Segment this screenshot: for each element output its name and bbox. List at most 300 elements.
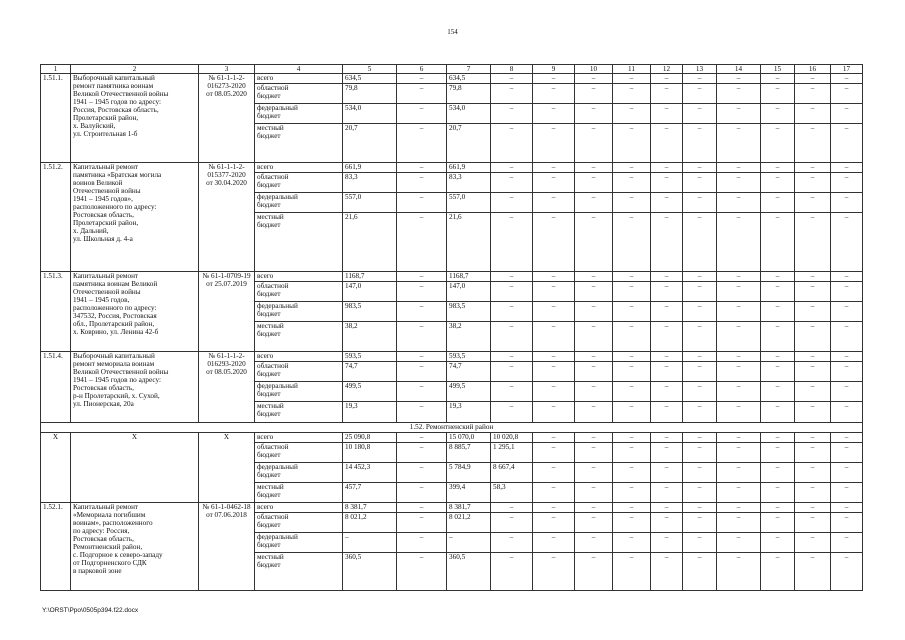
- value-col13: –: [683, 84, 717, 104]
- value-col11: –: [613, 513, 651, 533]
- value-col7: 147,0: [447, 282, 491, 302]
- value-col6: –: [397, 322, 447, 352]
- value-col12: –: [651, 352, 683, 362]
- value-col7: 19,3: [447, 402, 491, 423]
- value-col7: 74,7: [447, 362, 491, 382]
- value-col16: –: [795, 553, 831, 591]
- value-col12: –: [651, 513, 683, 533]
- value-col11: –: [613, 272, 651, 282]
- value-col6: –: [397, 352, 447, 362]
- value-col14: –: [717, 513, 761, 533]
- value-col17: –: [831, 443, 863, 463]
- budget-table: [40, 64, 863, 591]
- value-col12: –: [651, 163, 683, 173]
- table-row: [41, 433, 863, 443]
- value-col7: 83,3: [447, 173, 491, 193]
- value-col13: –: [683, 104, 717, 124]
- value-col10: –: [575, 74, 613, 84]
- total-value: 83,3: [343, 173, 397, 193]
- value-col6: –: [397, 513, 447, 533]
- value-col6: –: [397, 553, 447, 591]
- value-col14: –: [717, 104, 761, 124]
- value-col6: –: [397, 302, 447, 322]
- budget-label: всего: [255, 503, 343, 513]
- value-col11: –: [613, 193, 651, 213]
- value-col13: –: [683, 74, 717, 84]
- value-col8: 58,3: [491, 483, 533, 503]
- document-number: X: [199, 433, 255, 503]
- table-row: [41, 503, 863, 513]
- value-col15: –: [761, 463, 795, 483]
- value-col16: –: [795, 362, 831, 382]
- value-col7: 8 381,7: [447, 503, 491, 513]
- column-header: 11: [613, 65, 651, 74]
- budget-label: областной бюджет: [255, 282, 343, 302]
- budget-table-wrapper: [40, 64, 862, 591]
- total-value: 457,7: [343, 483, 397, 503]
- table-row: [41, 74, 863, 84]
- column-header: 4: [255, 65, 343, 74]
- object-name: Капитальный ремонт «Мемориала погибшим воинам», расположенного по адресу: Россия, Ростовская область, Ремонтненский район, с. Подгорное к северо-западу от Подгорненского СДК в парковой зоне: [71, 503, 199, 591]
- value-col17: –: [831, 322, 863, 352]
- value-col10: –: [575, 352, 613, 362]
- value-col17: –: [831, 84, 863, 104]
- value-col8: –: [491, 213, 533, 272]
- budget-label: федеральный бюджет: [255, 104, 343, 124]
- value-col10: –: [575, 272, 613, 282]
- value-col12: –: [651, 213, 683, 272]
- column-header: 10: [575, 65, 613, 74]
- value-col16: –: [795, 402, 831, 423]
- value-col11: –: [613, 213, 651, 272]
- value-col7: 5 784,9: [447, 463, 491, 483]
- value-col12: –: [651, 104, 683, 124]
- value-col8: –: [491, 402, 533, 423]
- value-col11: –: [613, 402, 651, 423]
- value-col12: –: [651, 84, 683, 104]
- total-value: 74,7: [343, 362, 397, 382]
- total-value: 634,5: [343, 74, 397, 84]
- value-col9: –: [533, 513, 575, 533]
- value-col9: –: [533, 433, 575, 443]
- value-col15: –: [761, 302, 795, 322]
- value-col11: –: [613, 553, 651, 591]
- value-col14: –: [717, 322, 761, 352]
- budget-label: всего: [255, 163, 343, 173]
- total-value: 360,5: [343, 553, 397, 591]
- value-col9: –: [533, 193, 575, 213]
- value-col17: –: [831, 352, 863, 362]
- total-value: 557,0: [343, 193, 397, 213]
- value-col12: –: [651, 282, 683, 302]
- value-col8: –: [491, 352, 533, 362]
- total-value: 38,2: [343, 322, 397, 352]
- value-col12: –: [651, 302, 683, 322]
- value-col17: –: [831, 213, 863, 272]
- value-col12: –: [651, 193, 683, 213]
- value-col17: –: [831, 173, 863, 193]
- value-col14: –: [717, 382, 761, 402]
- total-value: 983,5: [343, 302, 397, 322]
- value-col16: –: [795, 322, 831, 352]
- value-col10: –: [575, 443, 613, 463]
- table-row: [41, 163, 863, 173]
- row-code: X: [41, 433, 71, 503]
- value-col15: –: [761, 362, 795, 382]
- value-col16: –: [795, 302, 831, 322]
- value-col17: –: [831, 272, 863, 282]
- value-col11: –: [613, 362, 651, 382]
- value-col16: –: [795, 483, 831, 503]
- column-header: 12: [651, 65, 683, 74]
- value-col13: –: [683, 513, 717, 533]
- value-col10: –: [575, 193, 613, 213]
- value-col11: –: [613, 463, 651, 483]
- value-col10: –: [575, 322, 613, 352]
- value-col16: –: [795, 193, 831, 213]
- section-title: 1.52. Ремонтненский район: [41, 423, 863, 433]
- value-col9: –: [533, 282, 575, 302]
- column-header: 5: [343, 65, 397, 74]
- budget-label: федеральный бюджет: [255, 533, 343, 553]
- value-col17: –: [831, 124, 863, 163]
- budget-label: всего: [255, 74, 343, 84]
- budget-label: всего: [255, 352, 343, 362]
- value-col15: –: [761, 74, 795, 84]
- value-col12: –: [651, 272, 683, 282]
- value-col7: –: [447, 533, 491, 553]
- value-col14: –: [717, 302, 761, 322]
- value-col17: –: [831, 302, 863, 322]
- value-col10: –: [575, 104, 613, 124]
- total-value: 8 021,2: [343, 513, 397, 533]
- value-col12: –: [651, 533, 683, 553]
- value-col15: –: [761, 533, 795, 553]
- value-col13: –: [683, 213, 717, 272]
- value-col16: –: [795, 282, 831, 302]
- value-col15: –: [761, 272, 795, 282]
- value-col14: –: [717, 533, 761, 553]
- value-col17: –: [831, 382, 863, 402]
- value-col16: –: [795, 533, 831, 553]
- total-value: 10 180,8: [343, 443, 397, 463]
- budget-label: областной бюджет: [255, 362, 343, 382]
- value-col17: –: [831, 463, 863, 483]
- value-col12: –: [651, 382, 683, 402]
- column-header: 7: [447, 65, 491, 74]
- value-col9: –: [533, 272, 575, 282]
- value-col8: –: [491, 104, 533, 124]
- value-col13: –: [683, 382, 717, 402]
- value-col13: –: [683, 503, 717, 513]
- value-col10: –: [575, 282, 613, 302]
- value-col13: –: [683, 463, 717, 483]
- value-col14: –: [717, 402, 761, 423]
- value-col16: –: [795, 463, 831, 483]
- value-col14: –: [717, 553, 761, 591]
- value-col15: –: [761, 213, 795, 272]
- value-col8: –: [491, 362, 533, 382]
- total-value: 14 452,3: [343, 463, 397, 483]
- value-col10: –: [575, 433, 613, 443]
- value-col8: –: [491, 124, 533, 163]
- value-col10: –: [575, 84, 613, 104]
- value-col10: –: [575, 503, 613, 513]
- value-col9: –: [533, 173, 575, 193]
- value-col10: –: [575, 533, 613, 553]
- column-header: 1: [41, 65, 71, 74]
- value-col8: 1 295,1: [491, 443, 533, 463]
- value-col17: –: [831, 193, 863, 213]
- value-col16: –: [795, 74, 831, 84]
- value-col16: –: [795, 272, 831, 282]
- value-col14: –: [717, 124, 761, 163]
- value-col17: –: [831, 483, 863, 503]
- value-col9: –: [533, 352, 575, 362]
- value-col6: –: [397, 443, 447, 463]
- value-col15: –: [761, 282, 795, 302]
- value-col8: –: [491, 302, 533, 322]
- value-col13: –: [683, 483, 717, 503]
- budget-label: федеральный бюджет: [255, 463, 343, 483]
- budget-label: федеральный бюджет: [255, 193, 343, 213]
- value-col7: 38,2: [447, 322, 491, 352]
- budget-label: федеральный бюджет: [255, 302, 343, 322]
- total-value: 534,0: [343, 104, 397, 124]
- value-col12: –: [651, 322, 683, 352]
- value-col6: –: [397, 84, 447, 104]
- column-header: 9: [533, 65, 575, 74]
- value-col10: –: [575, 402, 613, 423]
- value-col10: –: [575, 163, 613, 173]
- budget-label: областной бюджет: [255, 173, 343, 193]
- value-col17: –: [831, 104, 863, 124]
- value-col15: –: [761, 382, 795, 402]
- column-header: 15: [761, 65, 795, 74]
- value-col13: –: [683, 553, 717, 591]
- value-col7: 8 021,2: [447, 513, 491, 533]
- page-number: 154: [447, 28, 458, 36]
- file-path-footer: Y:\ORST\Ppo\0505p394.f22.docx: [42, 607, 139, 614]
- value-col15: –: [761, 193, 795, 213]
- value-col7: 21,6: [447, 213, 491, 272]
- table-row: [41, 352, 863, 362]
- budget-label: местный бюджет: [255, 124, 343, 163]
- document-number: № 61-1-1-2- 016273-2020 от 08.05.2020: [199, 74, 255, 163]
- value-col13: –: [683, 362, 717, 382]
- value-col13: –: [683, 124, 717, 163]
- total-value: 499,5: [343, 382, 397, 402]
- value-col17: –: [831, 163, 863, 173]
- value-col12: –: [651, 124, 683, 163]
- value-col13: –: [683, 402, 717, 423]
- value-col14: –: [717, 193, 761, 213]
- value-col15: –: [761, 124, 795, 163]
- value-col14: –: [717, 433, 761, 443]
- value-col9: –: [533, 382, 575, 402]
- value-col8: –: [491, 513, 533, 533]
- value-col12: –: [651, 433, 683, 443]
- value-col14: –: [717, 84, 761, 104]
- value-col11: –: [613, 104, 651, 124]
- document-number: № 61-1-0709-19 от 25.07.2019: [199, 272, 255, 352]
- value-col6: –: [397, 74, 447, 84]
- value-col7: 1168,7: [447, 272, 491, 282]
- value-col9: –: [533, 533, 575, 553]
- total-value: 25 090,8: [343, 433, 397, 443]
- column-header: 17: [831, 65, 863, 74]
- value-col10: –: [575, 513, 613, 533]
- value-col7: 634,5: [447, 74, 491, 84]
- value-col17: –: [831, 362, 863, 382]
- value-col8: –: [491, 382, 533, 402]
- value-col13: –: [683, 433, 717, 443]
- document-number: № 61-1-1-2- 015377-2020 от 30.04.2020: [199, 163, 255, 272]
- value-col12: –: [651, 362, 683, 382]
- value-col11: –: [613, 322, 651, 352]
- value-col12: –: [651, 173, 683, 193]
- value-col8: –: [491, 173, 533, 193]
- table-body: [41, 65, 863, 591]
- budget-label: областной бюджет: [255, 513, 343, 533]
- value-col14: –: [717, 163, 761, 173]
- value-col9: –: [533, 302, 575, 322]
- value-col15: –: [761, 483, 795, 503]
- value-col6: –: [397, 193, 447, 213]
- object-name: Капитальный ремонт памятника «Братская могила воинов Великой Отечественной войны 1941 – 1945 годов», расположенного по адресу: Ростовская область, Пролетарский район, х. Дальний, ул. Школьная д. 4-а: [71, 163, 199, 272]
- total-value: 661,9: [343, 163, 397, 173]
- value-col6: –: [397, 483, 447, 503]
- value-col6: –: [397, 213, 447, 272]
- value-col6: –: [397, 402, 447, 423]
- value-col11: –: [613, 124, 651, 163]
- object-name: X: [71, 433, 199, 503]
- value-col11: –: [613, 282, 651, 302]
- value-col6: –: [397, 163, 447, 173]
- total-value: 19,3: [343, 402, 397, 423]
- value-col13: –: [683, 272, 717, 282]
- document-number: № 61-1-1-2- 016293-2020 от 08.05.2020: [199, 352, 255, 423]
- value-col15: –: [761, 163, 795, 173]
- value-col10: –: [575, 213, 613, 272]
- value-col7: 499,5: [447, 382, 491, 402]
- row-code: 1.51.3.: [41, 272, 71, 352]
- value-col11: –: [613, 84, 651, 104]
- value-col6: –: [397, 272, 447, 282]
- value-col7: 360,5: [447, 553, 491, 591]
- value-col7: 593,5: [447, 352, 491, 362]
- value-col16: –: [795, 84, 831, 104]
- value-col12: –: [651, 74, 683, 84]
- value-col14: –: [717, 213, 761, 272]
- value-col12: –: [651, 443, 683, 463]
- value-col11: –: [613, 533, 651, 553]
- value-col11: –: [613, 163, 651, 173]
- value-col15: –: [761, 433, 795, 443]
- value-col7: 661,9: [447, 163, 491, 173]
- column-header: 6: [397, 65, 447, 74]
- value-col15: –: [761, 503, 795, 513]
- value-col7: 15 070,0: [447, 433, 491, 443]
- value-col9: –: [533, 483, 575, 503]
- value-col14: –: [717, 173, 761, 193]
- value-col10: –: [575, 553, 613, 591]
- value-col6: –: [397, 362, 447, 382]
- value-col6: –: [397, 382, 447, 402]
- value-col6: –: [397, 463, 447, 483]
- value-col8: –: [491, 163, 533, 173]
- value-col7: 534,0: [447, 104, 491, 124]
- value-col15: –: [761, 443, 795, 463]
- value-col14: –: [717, 74, 761, 84]
- value-col12: –: [651, 553, 683, 591]
- value-col11: –: [613, 173, 651, 193]
- value-col7: 557,0: [447, 193, 491, 213]
- value-col8: 8 667,4: [491, 463, 533, 483]
- value-col13: –: [683, 352, 717, 362]
- value-col17: –: [831, 282, 863, 302]
- column-header: 14: [717, 65, 761, 74]
- total-value: 20,7: [343, 124, 397, 163]
- budget-label: местный бюджет: [255, 402, 343, 423]
- value-col13: –: [683, 282, 717, 302]
- value-col8: –: [491, 272, 533, 282]
- total-value: 21,6: [343, 213, 397, 272]
- value-col12: –: [651, 402, 683, 423]
- table-row: [41, 272, 863, 282]
- value-col17: –: [831, 553, 863, 591]
- total-value: –: [343, 533, 397, 553]
- value-col10: –: [575, 382, 613, 402]
- value-col17: –: [831, 433, 863, 443]
- value-col15: –: [761, 513, 795, 533]
- value-col11: –: [613, 74, 651, 84]
- total-value: 593,5: [343, 352, 397, 362]
- value-col8: –: [491, 553, 533, 591]
- value-col15: –: [761, 104, 795, 124]
- value-col10: –: [575, 302, 613, 322]
- total-value: 147,0: [343, 282, 397, 302]
- value-col14: –: [717, 463, 761, 483]
- value-col6: –: [397, 173, 447, 193]
- row-code: 1.51.2.: [41, 163, 71, 272]
- row-code: 1.51.4.: [41, 352, 71, 423]
- budget-label: областной бюджет: [255, 84, 343, 104]
- value-col13: –: [683, 322, 717, 352]
- value-col13: –: [683, 193, 717, 213]
- value-col10: –: [575, 173, 613, 193]
- value-col16: –: [795, 352, 831, 362]
- value-col16: –: [795, 433, 831, 443]
- value-col14: –: [717, 503, 761, 513]
- column-header: 8: [491, 65, 533, 74]
- value-col10: –: [575, 124, 613, 163]
- value-col9: –: [533, 124, 575, 163]
- value-col17: –: [831, 503, 863, 513]
- value-col6: –: [397, 503, 447, 513]
- value-col6: –: [397, 282, 447, 302]
- value-col16: –: [795, 173, 831, 193]
- value-col13: –: [683, 163, 717, 173]
- value-col17: –: [831, 533, 863, 553]
- value-col11: –: [613, 443, 651, 463]
- value-col8: 10 020,8: [491, 433, 533, 443]
- total-value: 8 381,7: [343, 503, 397, 513]
- value-col9: –: [533, 104, 575, 124]
- value-col16: –: [795, 124, 831, 163]
- value-col9: –: [533, 84, 575, 104]
- total-value: 1168,7: [343, 272, 397, 282]
